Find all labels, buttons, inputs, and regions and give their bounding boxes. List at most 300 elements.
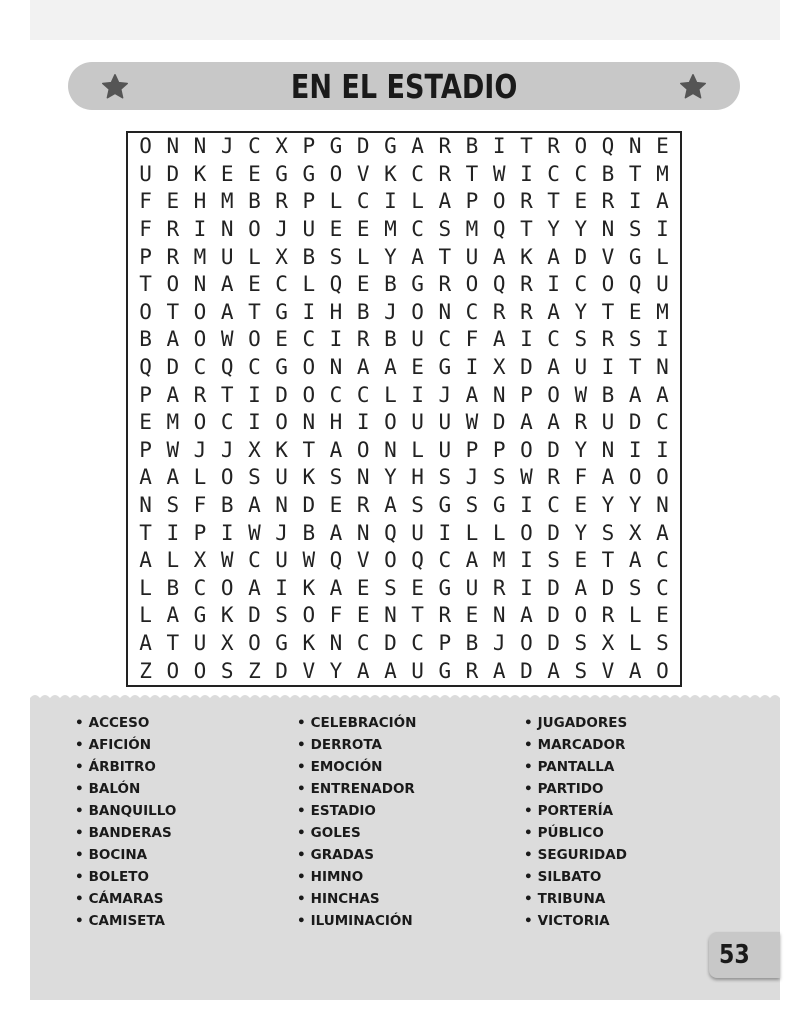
grid-cell: N bbox=[166, 134, 180, 159]
grid-cell: W bbox=[220, 327, 234, 352]
word-list-item: • AFICIÓN bbox=[75, 734, 176, 756]
grid-cell: U bbox=[656, 272, 669, 297]
word-list-item: • ESTADIO bbox=[297, 800, 416, 822]
grid-cell: G bbox=[302, 161, 316, 186]
grid-cell: E bbox=[356, 217, 370, 242]
grid-cell: A bbox=[139, 548, 152, 573]
grid-cell: R bbox=[166, 244, 180, 269]
grid-cell: K bbox=[193, 161, 207, 186]
grid-cell: S bbox=[628, 575, 642, 600]
word-search-grid bbox=[126, 131, 682, 687]
grid-cell: O bbox=[411, 299, 424, 324]
grid-cell: I bbox=[411, 382, 424, 407]
grid-cell: D bbox=[166, 355, 180, 380]
grid-cell: A bbox=[492, 244, 506, 269]
grid-cell: O bbox=[302, 382, 316, 407]
grid-cell: G bbox=[275, 161, 288, 186]
grid-cell: O bbox=[384, 410, 397, 435]
grid-cell: D bbox=[547, 575, 560, 600]
grid-cell: L bbox=[356, 244, 370, 269]
grid-cell: C bbox=[656, 410, 669, 435]
grid-cell: I bbox=[520, 548, 533, 573]
grid-cell: R bbox=[520, 299, 533, 324]
grid-cell: O bbox=[520, 520, 533, 545]
grid-cell: A bbox=[329, 575, 343, 600]
grid-cell: E bbox=[574, 548, 588, 573]
word-list-column-3 bbox=[524, 712, 627, 932]
grid-cell: C bbox=[547, 161, 560, 186]
grid-cell: C bbox=[574, 161, 588, 186]
grid-cell: W bbox=[520, 465, 533, 490]
word-list-item: • BOLETO bbox=[75, 866, 176, 888]
grid-cell: E bbox=[356, 272, 370, 297]
grid-cell: A bbox=[520, 603, 533, 628]
word-list-item: • BOCINA bbox=[75, 844, 176, 866]
grid-cell: C bbox=[302, 327, 316, 352]
grid-cell: A bbox=[139, 465, 152, 490]
grid-cell: R bbox=[465, 658, 479, 683]
grid-cell: D bbox=[574, 244, 588, 269]
grid-cell: D bbox=[275, 658, 288, 683]
grid-cell: O bbox=[520, 631, 533, 656]
grid-cell: A bbox=[329, 437, 343, 462]
grid-cell: C bbox=[465, 299, 479, 324]
grid-cell: L bbox=[329, 189, 343, 214]
page-top-edge bbox=[30, 0, 780, 40]
grid-cell: T bbox=[248, 299, 261, 324]
grid-cell: R bbox=[438, 134, 452, 159]
grid-cell: K bbox=[302, 631, 316, 656]
grid-cell: Y bbox=[384, 465, 397, 490]
grid-cell: N bbox=[193, 134, 207, 159]
grid-cell: S bbox=[275, 603, 288, 628]
grid-cell: U bbox=[411, 658, 424, 683]
grid-cell: S bbox=[574, 327, 588, 352]
grid-cell: L bbox=[411, 437, 424, 462]
grid-cell: K bbox=[302, 465, 316, 490]
grid-cell: H bbox=[193, 189, 207, 214]
word-list-item: • ÁRBITRO bbox=[75, 756, 176, 778]
grid-cell: C bbox=[220, 410, 234, 435]
grid-cell: D bbox=[601, 575, 615, 600]
grid-cell: X bbox=[193, 548, 207, 573]
star-icon bbox=[100, 72, 130, 102]
grid-cell: A bbox=[166, 382, 180, 407]
grid-cell: L bbox=[492, 520, 506, 545]
grid-cell: B bbox=[220, 493, 234, 518]
grid-cell: S bbox=[574, 658, 588, 683]
grid-cell: L bbox=[656, 244, 669, 269]
grid-cell: L bbox=[302, 272, 316, 297]
grid-cell: D bbox=[547, 520, 560, 545]
word-list-item: • HINCHAS bbox=[297, 888, 416, 910]
grid-cell: D bbox=[547, 603, 560, 628]
grid-cell: I bbox=[601, 355, 615, 380]
grid-cell: C bbox=[193, 575, 207, 600]
grid-cell: L bbox=[139, 603, 152, 628]
grid-cell: G bbox=[438, 355, 452, 380]
grid-cell: A bbox=[656, 520, 669, 545]
grid-cell: N bbox=[356, 465, 370, 490]
word-list-item: • ILUMINACIÓN bbox=[297, 910, 416, 932]
grid-cell: A bbox=[411, 244, 424, 269]
grid-cell: A bbox=[384, 355, 397, 380]
word-list-item: • GRADAS bbox=[297, 844, 416, 866]
grid-cell: H bbox=[411, 465, 424, 490]
grid-cell: T bbox=[302, 437, 316, 462]
grid-cell: E bbox=[139, 410, 152, 435]
grid-cell: Q bbox=[384, 520, 397, 545]
grid-cell: E bbox=[166, 189, 180, 214]
grid-cell: A bbox=[492, 658, 506, 683]
grid-cell: Y bbox=[547, 217, 560, 242]
grid-cell: Q bbox=[139, 355, 152, 380]
grid-cell: O bbox=[275, 410, 288, 435]
grid-cell: C bbox=[438, 327, 452, 352]
grid-cell: B bbox=[601, 161, 615, 186]
grid-cell: J bbox=[438, 382, 452, 407]
grid-cell: I bbox=[248, 382, 261, 407]
grid-cell: O bbox=[166, 272, 180, 297]
grid-cell: W bbox=[465, 410, 479, 435]
grid-cell: B bbox=[302, 244, 316, 269]
grid-cell: U bbox=[411, 410, 424, 435]
grid-cell: A bbox=[628, 658, 642, 683]
grid-cell: E bbox=[248, 161, 261, 186]
grid-cell: N bbox=[656, 493, 669, 518]
grid-cell: R bbox=[492, 299, 506, 324]
grid-cell: T bbox=[139, 272, 152, 297]
grid-cell: T bbox=[628, 355, 642, 380]
grid-cell: W bbox=[302, 548, 316, 573]
grid-cell: C bbox=[356, 189, 370, 214]
grid-cell: N bbox=[492, 603, 506, 628]
grid-cell: W bbox=[492, 161, 506, 186]
grid-cell: M bbox=[166, 410, 180, 435]
grid-cell: B bbox=[302, 520, 316, 545]
grid-cell: T bbox=[601, 299, 615, 324]
grid-cell: T bbox=[166, 631, 180, 656]
grid-cell: C bbox=[574, 272, 588, 297]
grid-cell: A bbox=[356, 355, 370, 380]
grid-cell: Y bbox=[601, 493, 615, 518]
grid-cell: Y bbox=[329, 658, 343, 683]
grid-cell: P bbox=[139, 244, 152, 269]
word-list-item: • SILBATO bbox=[524, 866, 627, 888]
grid-cell: J bbox=[492, 631, 506, 656]
grid-cell: F bbox=[193, 493, 207, 518]
grid-cell: Q bbox=[492, 217, 506, 242]
grid-cell: I bbox=[492, 134, 506, 159]
grid-cell: A bbox=[628, 548, 642, 573]
word-list-item: • PARTIDO bbox=[524, 778, 627, 800]
grid-cell: P bbox=[465, 189, 479, 214]
grid-cell: I bbox=[465, 355, 479, 380]
grid-cell: A bbox=[547, 410, 560, 435]
grid-cell: A bbox=[465, 382, 479, 407]
grid-cell: B bbox=[166, 575, 180, 600]
word-list-item: • DERROTA bbox=[297, 734, 416, 756]
grid-cell: A bbox=[656, 189, 669, 214]
grid-cell: S bbox=[438, 465, 452, 490]
grid-cell: I bbox=[356, 410, 370, 435]
grid-cell: E bbox=[356, 575, 370, 600]
grid-cell: A bbox=[520, 410, 533, 435]
grid-cell: S bbox=[465, 493, 479, 518]
grid-cell: N bbox=[193, 272, 207, 297]
word-list-item: • MARCADOR bbox=[524, 734, 627, 756]
grid-cell: I bbox=[329, 327, 343, 352]
grid-cell: N bbox=[275, 493, 288, 518]
grid-cell: K bbox=[302, 575, 316, 600]
grid-cell: U bbox=[275, 548, 288, 573]
grid-cell: E bbox=[411, 355, 424, 380]
word-list-item: • VICTORIA bbox=[524, 910, 627, 932]
grid-cell: L bbox=[628, 631, 642, 656]
word-list-item: • BALÓN bbox=[75, 778, 176, 800]
grid-cell: G bbox=[329, 134, 343, 159]
grid-cell: O bbox=[193, 658, 207, 683]
grid-cell: O bbox=[166, 658, 180, 683]
grid-cell: U bbox=[438, 410, 452, 435]
grid-cell: H bbox=[329, 410, 343, 435]
grid-cell: A bbox=[220, 299, 234, 324]
grid-cell: I bbox=[438, 520, 452, 545]
grid-cell: A bbox=[601, 465, 615, 490]
grid-cell: A bbox=[139, 631, 152, 656]
grid-cell: U bbox=[275, 465, 288, 490]
grid-cell: V bbox=[356, 548, 370, 573]
grid-cell: U bbox=[411, 520, 424, 545]
grid-cell: S bbox=[329, 465, 343, 490]
grid-cell: P bbox=[302, 134, 316, 159]
grid-cell: N bbox=[384, 437, 397, 462]
grid-cell: A bbox=[248, 575, 261, 600]
grid-cell: V bbox=[356, 161, 370, 186]
grid-cell: Q bbox=[492, 272, 506, 297]
grid-cell: W bbox=[574, 382, 588, 407]
word-list-item: • ACCESO bbox=[75, 712, 176, 734]
grid-cell: I bbox=[656, 437, 669, 462]
grid-cell: L bbox=[384, 382, 397, 407]
grid-cell: A bbox=[166, 465, 180, 490]
grid-cell: W bbox=[166, 437, 180, 462]
grid-cell: Y bbox=[574, 520, 588, 545]
word-list-item: • CÁMARAS bbox=[75, 888, 176, 910]
grid-cell: R bbox=[601, 189, 615, 214]
grid-cell: I bbox=[628, 437, 642, 462]
grid-cell: N bbox=[356, 520, 370, 545]
grid-cell: F bbox=[139, 217, 152, 242]
grid-cell: D bbox=[384, 631, 397, 656]
grid-cell: L bbox=[248, 244, 261, 269]
grid-cell: B bbox=[465, 631, 479, 656]
grid-cell: N bbox=[656, 355, 669, 380]
grid-cell: T bbox=[520, 217, 533, 242]
grid-cell: O bbox=[329, 161, 343, 186]
grid-cell: I bbox=[520, 493, 533, 518]
grid-cell: B bbox=[465, 134, 479, 159]
grid-cell: O bbox=[302, 355, 316, 380]
grid-cell: T bbox=[411, 603, 424, 628]
grid-cell: J bbox=[384, 299, 397, 324]
grid-cell: S bbox=[628, 327, 642, 352]
grid-cell: W bbox=[220, 548, 234, 573]
grid-cell: P bbox=[438, 631, 452, 656]
grid-cell: Y bbox=[574, 217, 588, 242]
grid-cell: F bbox=[465, 327, 479, 352]
grid-cell: U bbox=[438, 437, 452, 462]
grid-cell: U bbox=[193, 631, 207, 656]
grid-cell: A bbox=[547, 299, 560, 324]
grid-cell: T bbox=[220, 382, 234, 407]
grid-cell: C bbox=[356, 631, 370, 656]
grid-cell: O bbox=[248, 631, 261, 656]
grid-cell: D bbox=[492, 410, 506, 435]
page-number: 53 bbox=[719, 940, 750, 970]
grid-cell: M bbox=[656, 299, 669, 324]
grid-cell: R bbox=[547, 465, 560, 490]
grid-cell: O bbox=[220, 575, 234, 600]
grid-cell: G bbox=[438, 658, 452, 683]
grid-cell: I bbox=[520, 575, 533, 600]
grid-cell: G bbox=[275, 631, 288, 656]
grid-cell: D bbox=[520, 355, 533, 380]
grid-cell: B bbox=[356, 299, 370, 324]
grid-cell: Z bbox=[139, 658, 152, 683]
grid-cell: P bbox=[139, 382, 152, 407]
grid-cell: C bbox=[411, 217, 424, 242]
grid-cell: O bbox=[139, 134, 152, 159]
grid-cell: U bbox=[302, 217, 316, 242]
grid-cell: N bbox=[628, 134, 642, 159]
grid-cell: O bbox=[193, 410, 207, 435]
grid-cell: V bbox=[601, 658, 615, 683]
grid-cell: I bbox=[193, 217, 207, 242]
grid-cell: B bbox=[384, 272, 397, 297]
grid-cell: A bbox=[656, 382, 669, 407]
grid-cell: N bbox=[492, 382, 506, 407]
word-list-item: • PORTERÍA bbox=[524, 800, 627, 822]
grid-cell: C bbox=[248, 134, 261, 159]
grid-cell: Y bbox=[628, 493, 642, 518]
grid-cell: S bbox=[411, 493, 424, 518]
grid-cell: O bbox=[547, 382, 560, 407]
grid-cell: U bbox=[411, 327, 424, 352]
grid-cell: F bbox=[574, 465, 588, 490]
grid-cell: A bbox=[248, 493, 261, 518]
grid-cell: D bbox=[520, 658, 533, 683]
grid-cell: S bbox=[492, 465, 506, 490]
grid-cell: U bbox=[220, 244, 234, 269]
grid-cell: G bbox=[275, 355, 288, 380]
word-list-item: • ENTRENADOR bbox=[297, 778, 416, 800]
grid-cell: A bbox=[547, 355, 560, 380]
grid-cell: A bbox=[438, 189, 452, 214]
grid-cell: Q bbox=[329, 548, 343, 573]
grid-cell: J bbox=[465, 465, 479, 490]
grid-cell: B bbox=[248, 189, 261, 214]
grid-cell: P bbox=[520, 382, 533, 407]
word-list-column-1 bbox=[75, 712, 176, 932]
grid-cell: T bbox=[438, 244, 452, 269]
grid-cell: Y bbox=[574, 299, 588, 324]
grid-cell: S bbox=[438, 217, 452, 242]
grid-cell: S bbox=[547, 548, 560, 573]
grid-cell: O bbox=[656, 465, 669, 490]
grid-cell: E bbox=[356, 603, 370, 628]
grid-cell: E bbox=[656, 134, 669, 159]
grid-cell: B bbox=[139, 327, 152, 352]
word-list-column-2 bbox=[297, 712, 416, 932]
grid-cell: C bbox=[656, 548, 669, 573]
grid-cell: J bbox=[193, 437, 207, 462]
grid-cell: U bbox=[465, 575, 479, 600]
grid-cell: I bbox=[520, 327, 533, 352]
grid-cell: S bbox=[384, 575, 397, 600]
grid-cell: E bbox=[574, 189, 588, 214]
grid-cell: I bbox=[302, 299, 316, 324]
grid-cell: R bbox=[601, 327, 615, 352]
grid-cell: O bbox=[628, 465, 642, 490]
grid-cell: R bbox=[547, 134, 560, 159]
grid-cell: L bbox=[465, 520, 479, 545]
grid-cell: X bbox=[275, 244, 288, 269]
grid-cell: T bbox=[547, 189, 560, 214]
grid-cell: X bbox=[492, 355, 506, 380]
word-list-item: • BANQUILLO bbox=[75, 800, 176, 822]
grid-cell: I bbox=[547, 272, 560, 297]
grid-cell: U bbox=[574, 355, 588, 380]
grid-cell: S bbox=[574, 631, 588, 656]
grid-cell: T bbox=[628, 161, 642, 186]
grid-cell: S bbox=[220, 658, 234, 683]
grid-cell: E bbox=[656, 603, 669, 628]
grid-cell: I bbox=[656, 217, 669, 242]
grid-cell: I bbox=[220, 520, 234, 545]
grid-cell: U bbox=[465, 244, 479, 269]
grid-cell: A bbox=[384, 493, 397, 518]
grid-cell: P bbox=[302, 189, 316, 214]
grid-cell: A bbox=[166, 603, 180, 628]
grid-cell: O bbox=[574, 134, 588, 159]
grid-cell: E bbox=[275, 327, 288, 352]
grid-cell: R bbox=[275, 189, 288, 214]
grid-cell: X bbox=[220, 631, 234, 656]
grid-cell: O bbox=[139, 299, 152, 324]
grid-cell: N bbox=[601, 217, 615, 242]
grid-cell: J bbox=[275, 217, 288, 242]
title-banner bbox=[68, 62, 740, 110]
grid-cell: T bbox=[465, 161, 479, 186]
word-list-item: • JUGADORES bbox=[524, 712, 627, 734]
grid-cell: L bbox=[139, 575, 152, 600]
grid-cell: A bbox=[465, 548, 479, 573]
grid-cell: O bbox=[601, 272, 615, 297]
grid-cell: A bbox=[384, 658, 397, 683]
grid-cell: I bbox=[248, 410, 261, 435]
grid-cell: G bbox=[492, 493, 506, 518]
grid-cell: T bbox=[166, 299, 180, 324]
grid-cell: W bbox=[248, 520, 261, 545]
grid-cell: A bbox=[329, 520, 343, 545]
grid-cell: E bbox=[465, 603, 479, 628]
grid-cell: R bbox=[520, 189, 533, 214]
word-list-item: • EMOCIÓN bbox=[297, 756, 416, 778]
page-number-tab bbox=[709, 932, 780, 978]
panel-scalloped-edge bbox=[30, 693, 780, 703]
grid-cell: A bbox=[547, 658, 560, 683]
